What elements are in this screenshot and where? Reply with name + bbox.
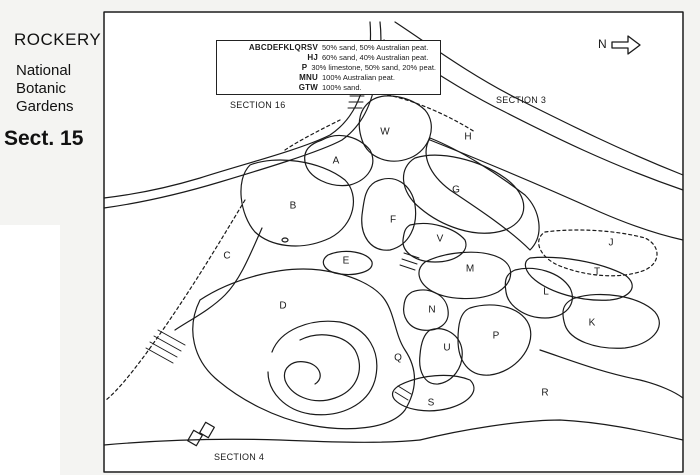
boundary-dashed-2 [285,120,340,150]
legend-code: HJ [307,53,318,62]
legend-desc: 60% sand, 40% Australian peat. [322,53,429,62]
label-section-4: SECTION 4 [214,452,265,462]
bed-k-outline [563,294,659,348]
bed-label-c: C [223,250,231,262]
spiral-path [284,335,359,401]
bed-label-f: F [389,214,397,226]
bed-label-p: P [492,330,500,342]
steps-bottom-left [146,330,185,363]
bed-n-outline [404,290,449,330]
bed-label-r: R [541,387,549,399]
title-botanic: Botanic [16,80,67,97]
bed-label-w: W [380,126,390,138]
bed-label-s: S [427,397,435,409]
boundary-dashed-3 [106,200,245,400]
bed-label-t: T [593,266,601,278]
bed-label-l: L [543,286,549,298]
legend-code: P [301,63,308,72]
legend-desc: 30% limestone, 50% sand, 20% peat. [311,63,436,72]
legend-row [221,63,436,73]
section-title: Sect. 15 [4,127,84,150]
bed-g-outline [404,155,524,233]
lower-boundary [104,439,420,445]
rock-marker [282,238,288,242]
bed-label-b: B [289,200,297,212]
legend-desc: 50% sand, 50% Australian peat. [322,43,429,52]
bed-t-outline [525,257,632,300]
soil-legend [216,40,441,95]
legend-row [221,43,436,53]
bed-label-m: M [465,263,475,275]
bed-d-q-outline [193,269,415,429]
legend-row [221,73,436,83]
steps-v [400,253,419,270]
legend-desc: 100% Australian peat. [322,73,395,82]
bed-label-g: G [452,184,460,196]
bed-label-h: H [464,131,472,143]
title-panel [0,0,100,475]
bed-label-e: E [342,255,350,267]
bed-label-d: D [279,300,287,312]
north-arrow-icon [610,34,648,56]
legend-row [221,53,436,63]
legend-code: ABCDEFKLQRSV [248,43,318,52]
bed-r-edge [540,350,683,398]
map-frame [103,11,684,473]
title-gardens: Gardens [16,98,74,115]
label-section-3: SECTION 3 [496,95,547,105]
north-label: N [598,37,607,51]
bed-label-a: A [332,155,340,167]
bed-label-k: K [588,317,596,329]
legend-row [221,83,436,93]
legend-desc: 100% sand. [322,83,362,92]
title-rockery: ROCKERY [14,30,102,49]
legend-code: MNU [299,73,318,82]
bed-label-u: U [443,342,451,354]
paper-patch [0,225,60,475]
bed-label-j: J [608,237,614,249]
steps-s [395,386,411,400]
road-section3-lower [430,140,683,240]
bed-r-lower [420,420,683,440]
bed-label-v: V [436,233,444,245]
title-national: National [16,62,72,79]
bed-label-n: N [428,304,436,316]
label-section-16: SECTION 16 [230,100,286,110]
legend-code: GTW [298,83,318,92]
bed-label-q: Q [394,352,402,364]
bed-f-outline [362,179,416,251]
bed-b-outline [241,160,353,246]
